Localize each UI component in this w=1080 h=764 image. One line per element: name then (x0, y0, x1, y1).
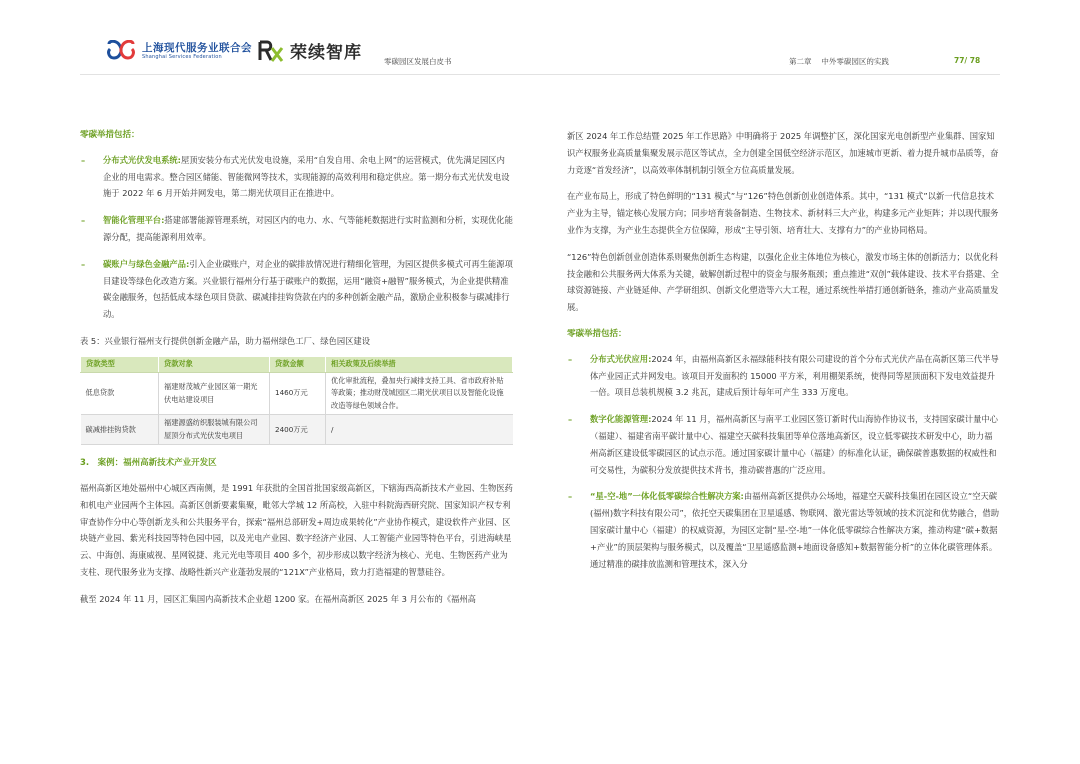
right-column (567, 128, 1000, 582)
table-cell: 低息贷款 (81, 372, 159, 415)
page-number: 77/ 78 (954, 56, 981, 65)
section-heading: 零碳举措包括： (80, 130, 140, 140)
table-cell: 碳减排挂钩贷款 (81, 415, 159, 445)
bullet-text: 由福州高新区提供办公场地，福建空天碳科技集团在园区设立“空天碳(福州)数字科技有限公司”，依托空天碳集团在卫星遥感、物联网、激光雷达等领域的技术沉淀和优势融合，借助国家碳计量中心（福建）的权威资源，为园区定制“星-空-地”一体化低零碳综合性解决方案，推动构建“碳+数据+产业”的顶层架构与服务模式，以及覆盖“卫星遥感监测+地面设备感知+数据智能分析”的立体化碳管理体系。通过精准的碳排放监测和管理技术，深入分 (590, 491, 1000, 569)
dash-icon: – (568, 491, 573, 502)
body-paragraph: 截至 2024 年 11 月，园区汇集国内高新技术企业超 1200 家。在福州高新区 2025 年 3 月公布的《福州高 (80, 593, 476, 604)
table-cell: / (326, 415, 513, 445)
table-caption: 表 5：兴业银行福州支行提供创新金融产品，助力福州绿色工厂、绿色园区建设 (80, 335, 371, 346)
bullet-title: 碳账户与绿色金融产品: (103, 258, 190, 269)
ssf-logo (106, 40, 252, 62)
table-header-cell: 贷款对象 (159, 356, 270, 372)
rx-logo-icon (258, 39, 284, 63)
doc-title: 零碳园区发展白皮书 (384, 57, 452, 66)
loan-table (80, 356, 513, 446)
bullet-title: 分布式光伏发电系统: (103, 154, 181, 165)
dash-icon: – (81, 215, 86, 226)
table-header-cell: 贷款金额 (270, 356, 326, 372)
table-row (81, 415, 513, 445)
bullet-item (567, 411, 1000, 478)
bullet-text: 搭建部署能源管理系统，对园区内的电力、水、气等能耗数据进行实时监测和分析，实现优化能源分配，提高能源利用效率。 (103, 215, 513, 242)
bullet-title: 智能化管理平台: (103, 215, 165, 226)
page-header (0, 0, 1080, 82)
body-paragraph: 新区 2024 年工作总结暨 2025 年工作思路》中明确将于 2025 年调整扩区，深化国家光电创新型产业集群、国家知识产权服务业高质量集聚发展示范区等试点，全力创建全国低空经济示范区，加速城市更新、着力提升城市品质等，奋力竞逐“首发经济”，以高效率体制机制引领全方位高质量发展。 (567, 131, 999, 175)
body-paragraph: 在产业布局上，形成了特色鲜明的“131 模式”与“126”特色创新创业创造体系。其中，“131 模式”以新一代信息技术产业为主导，锚定核心发展方向；同步培育装备制造、生物技术、新材料三大产业，构建多元产业矩阵；并以现代服务业作为支撑，为产业生态提供全方位保障，形成“主导引领、培育壮大、支撑有力”的产业协同格局。 (567, 191, 999, 235)
bullet-text: 引入企业碳账户，对企业的碳排放情况进行精细化管理，为园区提供多模式可再生能源项目建设等绿色化改造方案。兴业银行福州分行基于碳账户的数据，运用“融资+融智”服务模式，为企业提供精准碳金融服务，包括低成本绿色项目贷款、碳减排挂钩贷款在内的多种创新金融产品，激励企业积极参与碳减排行动。 (103, 258, 513, 320)
header-divider (80, 74, 1000, 75)
bullet-title: “星-空-地”一体化低零碳综合性解决方案: (590, 491, 744, 502)
bullet-item (567, 351, 1000, 401)
table-cell: 福建财茂城产业园区第一期光伏电站建设项目 (159, 372, 270, 415)
dash-icon: – (81, 258, 86, 269)
bullet-text: 屋顶安装分布式光伏发电设施，采用“自发自用、余电上网”的运营模式，优先满足园区内企业的用电需求。整合园区储能、智能微网等技术，实现能源的高效利用和稳定供应。第一期分布式光伏发电设施于 2022 年 6 月开始并网发电，第二期光伏项目正在推进中。 (103, 154, 510, 199)
table-cell: 2400万元 (270, 415, 326, 445)
bullet-title: 数字化能源管理: (590, 414, 652, 425)
ssf-name-en: Shanghai Services Federation (142, 53, 222, 60)
bullet-text: 2024 年，由福州高新区永福绿能科技有限公司建设的首个分布式光伏产品在高新区第三代半导体产业园正式并网发电。该项目开发面积约 15000 平方米，利用棚架系统，使得同等屋顶面积下发电效益提升一倍。项目总装机规模 3.2 兆瓦，建成后预计每年可产生 333 万度电。 (590, 353, 999, 398)
table-row (81, 372, 513, 415)
section-heading: 零碳举措包括： (567, 328, 627, 339)
dash-icon: – (568, 414, 573, 425)
section-title: 3. 案例：福州高新技术产业开发区 (80, 458, 217, 469)
rongxu-name: 荣续智库 (290, 43, 362, 63)
table-header-cell: 贷款类型 (81, 356, 159, 372)
table-header-row (81, 356, 513, 372)
bullet-item (80, 256, 513, 323)
dash-icon: – (81, 154, 86, 165)
ssf-name-cn: 上海现代服务业联合会 (142, 41, 252, 54)
table-header-cell: 相关政策及后续举措 (326, 356, 513, 372)
bullet-text: 2024 年 11 月，福州高新区与南平工业园区签订新时代山海协作协议书，支持国家碳计量中心（福建）、福建省南平碳计量中心、福建空天碳科技集团等单位落地高新区，设立低零碳技术研发中心，助力福州高新区建设低零碳园区的试点示范。通过国家碳计量中心（福建）的标准化认证，确保碳普惠数据的权威性和可交易性，为碳积分发放提供技术背书，推动碳普惠的广泛应用。 (590, 414, 998, 475)
bullet-item (80, 212, 513, 246)
dash-icon: – (568, 353, 573, 364)
table-cell: 优化审批流程，叠加央行减排支持工具、省市政府补贴等政策；推动财茂城园区二期光伏项目以及智能化设施改造等绿色领域合作。 (326, 372, 513, 415)
chapter-title: 第二章 中外零碳园区的实践 (789, 57, 889, 66)
bullet-item (80, 152, 513, 202)
ssf-logo-icon (106, 40, 136, 62)
table-cell: 1460万元 (270, 372, 326, 415)
body-paragraph: 福州高新区地处福州中心城区西南侧，是 1991 年获批的全国首批国家级高新区，下辖海西高新技术产业园、生物医药和机电产业园两个主体园。高新区创新要素集聚，毗邻大学城 12 所高校，入驻中科院海西研究院、国家知识产权专利审查协作分中心等创新龙头和公共服务平台，探索“福州总部研发+周边成果转化”产业协作模式，建设软件产业园、区块链产业园、紫光科技园等特色园中园，以及光电产业园、数字经济产业园、人工智能产业园等特色平台，引进海峡星云、中海创、海康威视、星网锐捷、兆元光电等项目 400 多个，初步形成以数字经济为核心、光电、生物医药产业为支柱、现代服务业为支撑、战略性新兴产业蓬勃发展的“121X”产业格局，致力打造福建的智慧硅谷。 (80, 483, 513, 578)
bullet-title: 分布式光伏应用: (590, 353, 652, 364)
rongxu-logo (258, 38, 362, 63)
body-paragraph: “126”特色创新创业创造体系则聚焦创新生态构建，以强化企业主体地位为核心，激发市场主体的创新活力；以优化科技金融和公共服务两大体系为关键，破解创新过程中的资金与服务瓶颈；重点推进“双创”载体建设、技术平台搭建、全球资源链接、产业链延伸、产学研组织、创新文化塑造等六大工程，通过系统性举措打通创新链条，推动产业高质量发展。 (567, 251, 999, 313)
left-column (80, 127, 513, 618)
table-cell: 福建源盛纺织服装城有限公司屋顶分布式光伏发电项目 (159, 415, 270, 445)
bullet-item (567, 488, 1000, 572)
